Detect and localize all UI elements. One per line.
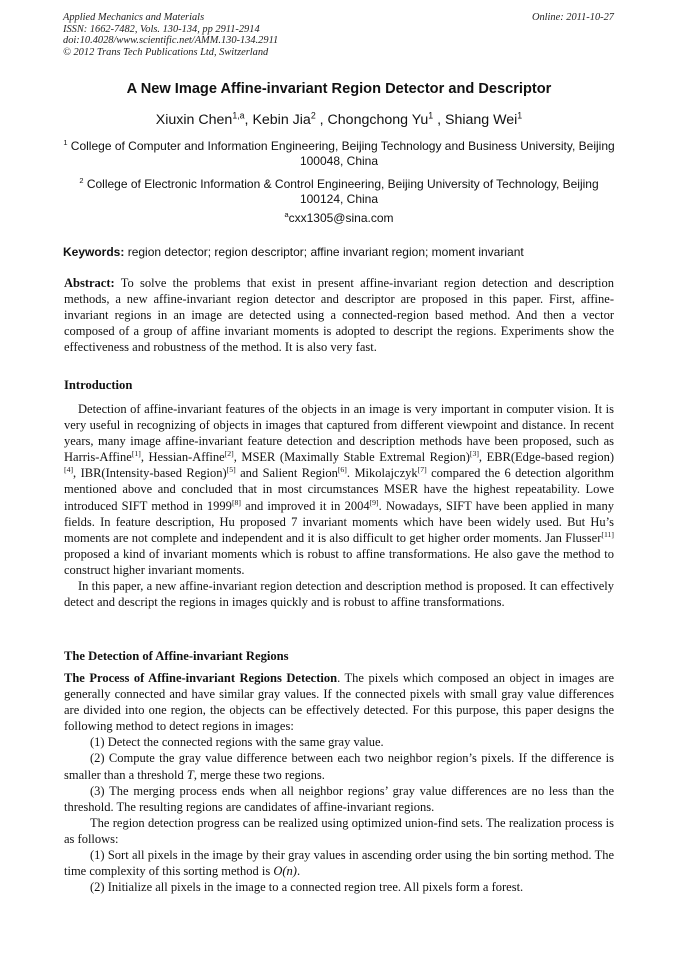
author: Shiang Wei$^1$ (445, 110, 523, 128)
step-item: (2) Compute the gray value difference between each two neighbor region’s pixels. If the difference is smaller than a threshold T, merge these two regions. (64, 751, 614, 782)
copyright: © 2012 Trans Tech Publications Ltd, Switzerland (63, 46, 269, 58)
journal-header (63, 12, 278, 58)
detection-paragraph: The Process of Affine-invariant Regions Detection. The pixels which composed an object in images are generally connected and have similar gray values. If the connected pixels with small gray value differences are divided into one region, the objects can be effectively detected. For this purpose, this paper designs the following method to detect regions in images: (64, 671, 614, 734)
author: Xiuxin Chen$^{1,a}$, (155, 110, 253, 128)
subsection-heading: The Process of Affine-invariant Regions Detection (64, 671, 338, 685)
introduction-paragraph: Detection of affine-invariant features of the objects in an image is very important in computer vision. It is very useful in recognizing of objects in images that captured from different viewpoint and distance. In recent years, many image affine-invariant feature detection and description methods have been proposed, such as Harris-Affine[1], Hessian-Affine[2], MSER (Maximally Stable Extremal Region)[3], EBR(Edge-based region)[4], IBR(Intensity-based Region)[5] and Salient Region[6]. Mikolajczyk[7] compared the 6 detection algorithm mentioned above and concluded that in most circumstances MSER have the highest repeatability. Lowe introduced SIFT method in 1999[8] and improved it in 2004[9]. Nowadays, SIFT have been applied in many fields. In feature description, Hu proposed 7 invariant moments which have been widely used. But Hu’s moments are not complete and independent and it is also difficult to get higher order moments. Jan Flusser[11] proposed a kind of invariant moments which is robust to affine transformations. He also gave the method to construct higher invariant moments. (64, 402, 614, 577)
introduction-paragraph: In this paper, a new affine-invariant region detection and description method is proposed. It can effectively detect and descript the regions in images quickly and is robust to affine transformations. (64, 579, 614, 610)
section-heading-detection: The Detection of Affine-invariant Regions (64, 649, 289, 663)
affiliation-2: $^2$ College of Electronic Information & Control Engineering, Beijing University of Technology, Beijing 100124, China (79, 176, 599, 206)
paper-title: A New Image Affine-invariant Region Detector and Descriptor (126, 81, 552, 97)
issn: ISSN: 1662-7482, Vols. 130-134, pp 2911-2914 (63, 23, 260, 35)
author-email: $^a$cxx1305@sina.com (284, 210, 394, 225)
section-heading-introduction: Introduction (64, 378, 133, 392)
step-item: (1) Sort all pixels in the image by their gray values in ascending order using the bin sorting method. The time complexity of this sorting method is O(n). (64, 848, 614, 879)
abstract (64, 275, 614, 355)
step-item: (1) Detect the connected regions with the same gray value. (90, 735, 384, 750)
affiliation-1: $^1$ College of Computer and Information Engineering, Beijing Technology and Business University, Beijing 100048, China (63, 138, 615, 168)
detection-paragraph: The region detection progress can be realized using optimized union-find sets. The realization process is as follows: (64, 815, 614, 846)
author-list (40, 112, 638, 128)
abstract-label: Abstract: (64, 276, 115, 290)
doi: doi:10.4028/www.scientific.net/AMM.130-134.2911 (63, 35, 279, 47)
author: Chongchong Yu$^1$ , (327, 110, 445, 128)
author: Kebin Jia$^2$ , (252, 110, 328, 128)
step-item: (2) Initialize all pixels in the image to a connected region tree. All pixels form a forest. (90, 880, 524, 895)
abstract-text: To solve the problems that exist in present affine-invariant region detection and description methods, a new affine-invariant region detector and descriptor are proposed in this paper. First, affine-invariant regions in an image are detected using a connected-region based method. And then a vector composed of a group of affine invariant moments is adopted to descript the regions. Experiments show the effectiveness and robustness of the method. It is also very fast. (64, 276, 614, 355)
online-date: Online: 2011-10-27 (531, 12, 614, 23)
introduction-body (64, 401, 614, 610)
journal-name: Applied Mechanics and Materials (63, 12, 205, 23)
keywords-text: region detector; region descriptor; affine invariant region; moment invariant (127, 245, 524, 259)
detection-body (64, 670, 614, 895)
keywords (63, 245, 623, 259)
step-item: (3) The merging process ends when all neighbor regions’ gray value differences are no less than the threshold. The resulting regions are candidates of affine-invariant regions. (64, 783, 614, 814)
keywords-label: Keywords: (63, 245, 125, 259)
